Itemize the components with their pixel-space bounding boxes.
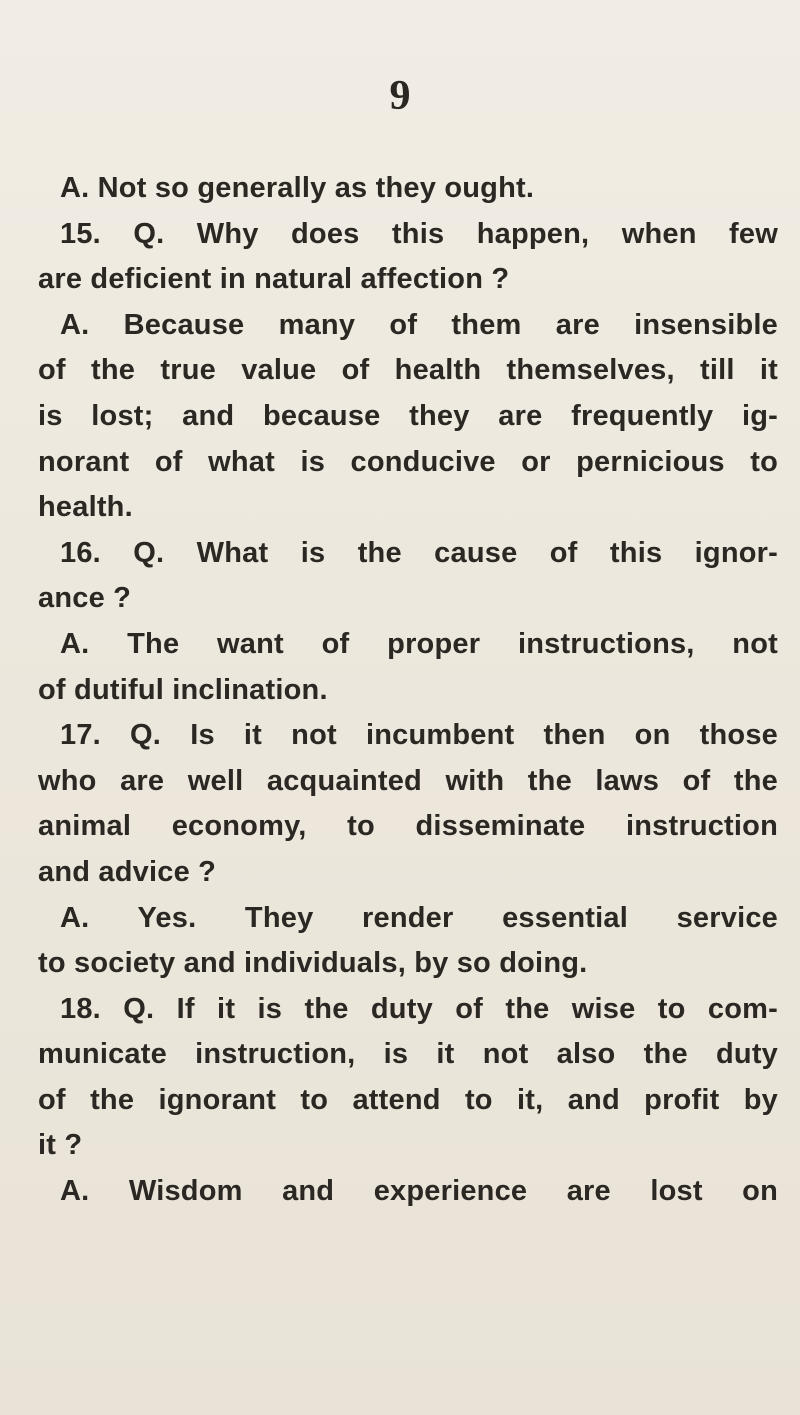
- text-line: health.: [38, 491, 133, 524]
- page-number: 9: [389, 73, 411, 119]
- text-line: A. Yes. They render essential service: [60, 901, 778, 934]
- text-line: are deficient in natural affection ?: [38, 263, 510, 296]
- text-line: 15. Q. Why does this happen, when few: [60, 217, 778, 250]
- text-line: municate instruction, is it not also the duty: [38, 1038, 778, 1071]
- text-line: and advice ?: [38, 855, 217, 888]
- text-line: of the ignorant to attend to it, and profit by: [38, 1083, 778, 1116]
- text-line: of dutiful inclination.: [38, 673, 328, 706]
- page-text: [38, 166, 778, 1215]
- text-line: ance ?: [38, 582, 132, 615]
- text-line: A. The want of proper instructions, not: [60, 627, 778, 660]
- text-line: 18. Q. If it is the duty of the wise to com-: [60, 992, 778, 1025]
- text-line: A. Because many of them are insensible: [60, 308, 778, 341]
- text-line: of the true value of health themselves, till it: [38, 354, 778, 387]
- text-line: animal economy, to disseminate instruction: [38, 810, 778, 843]
- text-line: is lost; and because they are frequently ig-: [38, 399, 778, 432]
- text-line: A. Not so generally as they ought.: [60, 172, 535, 204]
- text-line: 17. Q. Is it not incumbent then on those: [60, 719, 778, 752]
- text-line: norant of what is conducive or pernicious to: [38, 445, 778, 478]
- text-line: it ?: [38, 1129, 83, 1162]
- text-line: 16. Q. What is the cause of this ignor-: [60, 536, 778, 569]
- text-line: to society and individuals, by so doing.: [38, 947, 588, 980]
- text-line: who are well acquainted with the laws of the: [38, 764, 778, 797]
- text-line: A. Wisdom and experience are lost on: [60, 1175, 778, 1208]
